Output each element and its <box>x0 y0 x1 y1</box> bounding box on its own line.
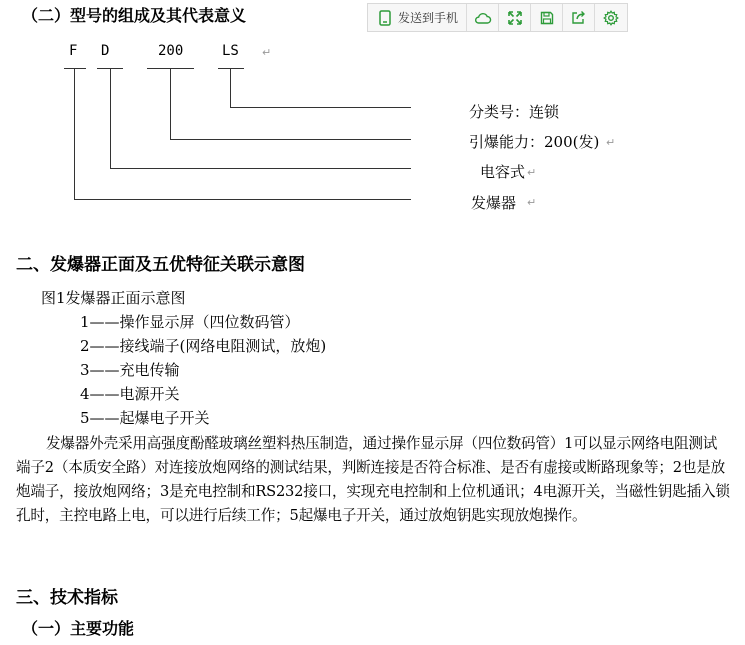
paragraph-mark-icon: ↵ <box>527 196 537 209</box>
cloud-icon <box>474 11 492 25</box>
list-item: 2——接线端子(网络电阻测试，放炮) <box>80 337 327 355</box>
code-ls: LS <box>222 43 239 59</box>
d-connector-horizontal <box>110 168 411 169</box>
f-connector-vertical <box>74 68 75 199</box>
label-classification: 分类号：连锁 <box>469 103 560 121</box>
label-capacitive: 电容式 <box>480 163 526 181</box>
send-to-phone-label: 发送到手机 <box>398 11 459 25</box>
paragraph-mark-icon: ↵ <box>606 136 616 149</box>
cloud-button[interactable] <box>467 4 499 31</box>
f-connector-horizontal <box>74 199 411 200</box>
code-ls-underline <box>218 68 244 69</box>
description-paragraph: 发爆器外壳采用高强度酚醛玻璃丝塑料热压制造，通过操作显示屏（四位数码管）1可以显示网络电阻测试端子2（本质安全路）对连接放炮网络的测试结果，判断连接是否符合标准、是否有虚接或断路现象等；2也是放炮端子，接放炮网络；3是充电控制和RS232接口，实现充电控制和上位机通讯；4电源开关，当磁性钥匙插入锁孔时，主控电路上电，可以进行后续工作；5起爆电子开关，通过放炮钥匙实现放炮操作。 <box>16 435 730 524</box>
expand-icon <box>508 11 522 25</box>
list-item: 4——电源开关 <box>80 385 180 403</box>
phone-icon <box>378 10 392 26</box>
save-button[interactable] <box>531 4 563 31</box>
label-capacity: 引爆能力：200(发) <box>469 133 600 151</box>
code-f: F <box>69 43 78 59</box>
section-3-subheading: （一）主要功能 <box>22 619 135 638</box>
list-item: 1——操作显示屏（四位数码管） <box>80 313 300 331</box>
200-connector-vertical <box>170 68 171 139</box>
list-item: 5——起爆电子开关 <box>80 409 210 427</box>
send-to-phone-button[interactable] <box>368 4 467 31</box>
ls-connector-horizontal <box>230 107 411 108</box>
paragraph-mark-icon: ↵ <box>527 166 537 179</box>
toolbar <box>367 3 628 32</box>
label-exploder: 发爆器 <box>471 194 517 212</box>
section-3-heading: 三、技术指标 <box>16 588 118 608</box>
code-200: 200 <box>158 43 184 59</box>
expand-button[interactable] <box>499 4 531 31</box>
gear-icon <box>603 10 619 26</box>
code-d: D <box>101 43 110 59</box>
figure-caption: 图1发爆器正面示意图 <box>41 289 186 307</box>
200-connector-horizontal <box>170 139 411 140</box>
d-connector-vertical <box>110 68 111 169</box>
paragraph-mark-icon: ↵ <box>262 46 272 59</box>
share-icon <box>571 10 586 25</box>
save-icon <box>540 11 554 25</box>
ls-connector-vertical <box>230 68 231 108</box>
model-heading: （二）型号的组成及其代表意义 <box>22 6 247 25</box>
list-item: 3——充电传输 <box>80 361 180 379</box>
settings-button[interactable] <box>595 4 626 31</box>
share-button[interactable] <box>563 4 595 31</box>
section-2-heading: 二、发爆器正面及五优特征关联示意图 <box>16 255 305 275</box>
code-f-underline <box>64 68 86 69</box>
